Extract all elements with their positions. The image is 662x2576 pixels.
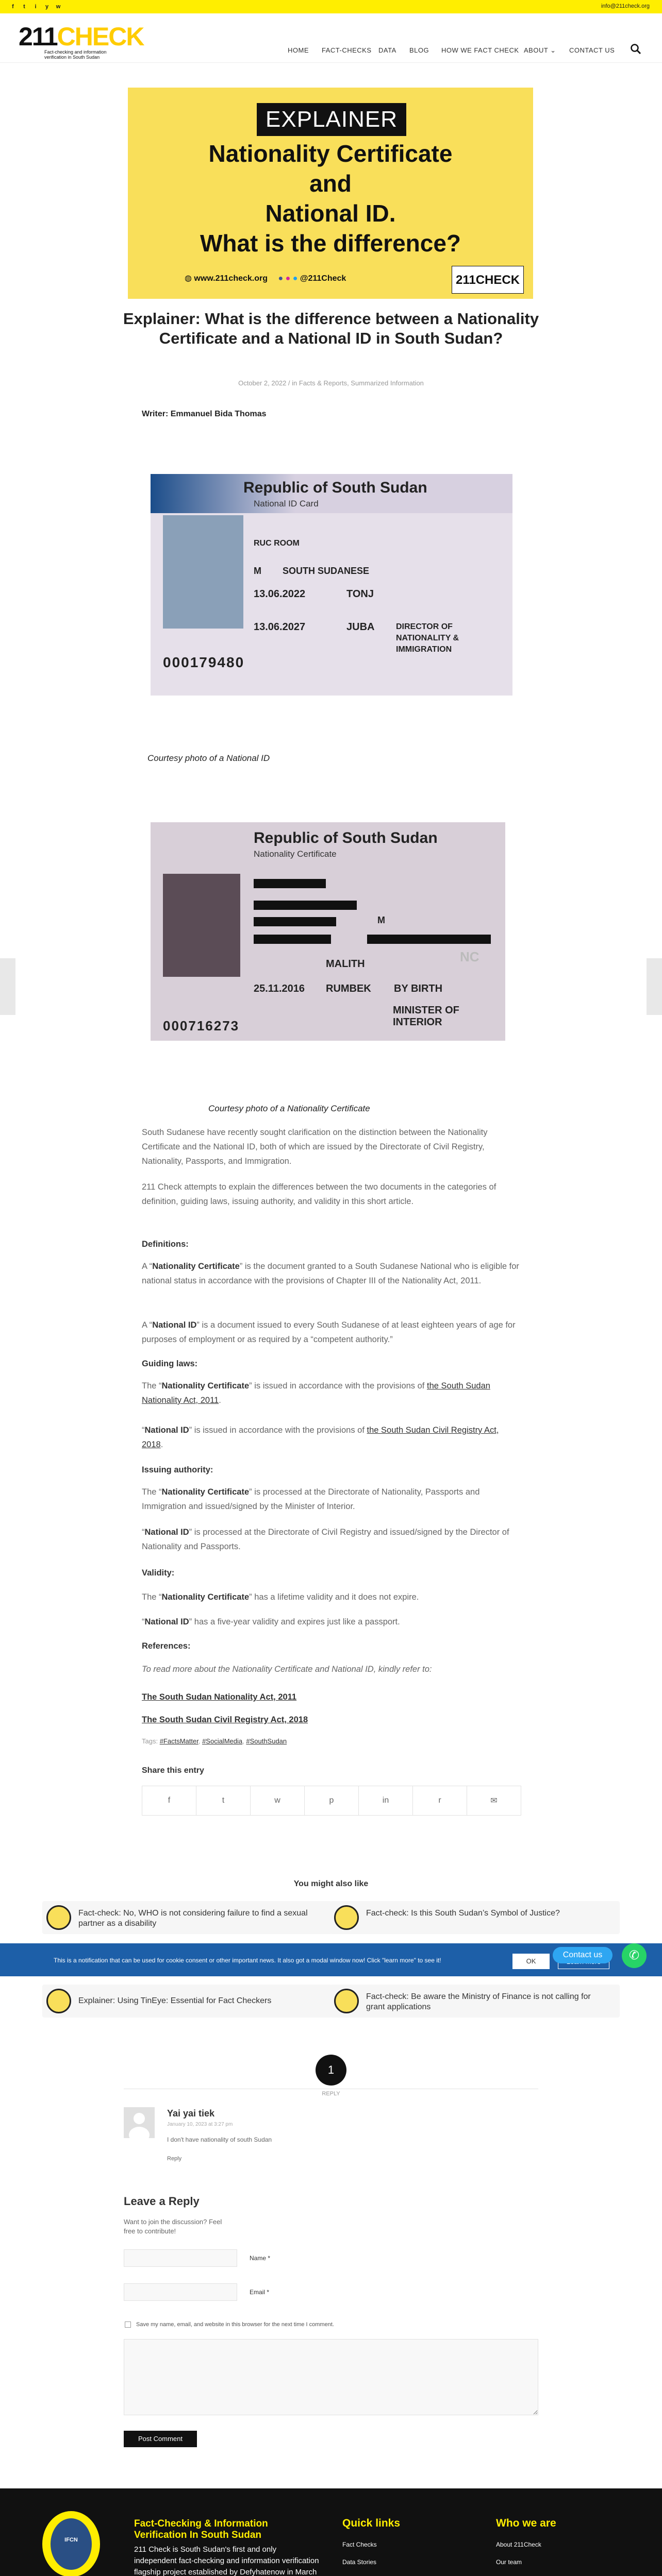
hero-line: and bbox=[309, 170, 352, 197]
tags: Tags: #FactsMatter, #SocialMedia, #SouthSudan bbox=[142, 1737, 287, 1745]
nationality-act-link[interactable]: the South Sudan Nationality Act, 2011 bbox=[142, 1381, 490, 1405]
nav-fact-checks[interactable]: FACT-CHECKS bbox=[322, 46, 372, 54]
id-subheader: National ID Card bbox=[254, 499, 319, 509]
comment-reply-link[interactable]: Reply bbox=[167, 2156, 182, 2162]
cert-header: Republic of South Sudan bbox=[254, 829, 438, 846]
reply-title: Leave a Reply bbox=[124, 2195, 200, 2208]
authority-paragraph: The “Nationality Certificate” is processed at the Directorate of Nationality, Passports and Immigration and issued/signed by the Minister of Interior. bbox=[142, 1487, 480, 1511]
related-title: You might also like bbox=[293, 1879, 369, 1888]
save-info-label: Save my name, email, and website in this browser for the next time I comment. bbox=[136, 2321, 334, 2328]
heading-issuing-authority: Issuing authority: bbox=[142, 1465, 213, 1475]
share-twitter-button[interactable]: t bbox=[196, 1786, 251, 1815]
nav-home[interactable]: HOME bbox=[288, 46, 309, 54]
nav-how-we-fact-check[interactable]: HOW WE FACT CHECK bbox=[441, 46, 519, 54]
globe-icon: ◍ bbox=[185, 274, 192, 283]
caption-national-id: Courtesy photo of a National ID bbox=[147, 753, 270, 763]
comment-author[interactable]: Yai yai tiek bbox=[167, 2108, 215, 2119]
share-linkedin-button[interactable]: in bbox=[359, 1786, 413, 1815]
redaction-bar bbox=[254, 935, 331, 944]
definition-paragraph: A “Nationality Certificate” is the document granted to a South Sudanese National who is eligible for national status in accordance with the provisions of Chapter III of the Nationality Act, 2011. bbox=[142, 1262, 519, 1285]
intro-paragraph: 211 Check attempts to explain the differences between the two documents in the categories of definition, guiding laws, issuing authority, and validity in this short article. bbox=[142, 1182, 496, 1206]
footer-about: 211 Check is South Sudan's first and only independent fact-checking and information verification flagship project established by Defyhatenow in March bbox=[134, 2545, 319, 2576]
tag-link[interactable]: #SocialMedia bbox=[202, 1737, 243, 1745]
topbar-email-link[interactable]: info@211check.org bbox=[601, 3, 650, 9]
id-number: 000179480 bbox=[163, 654, 245, 670]
intro-paragraph: South Sudanese have recently sought clarification on the distinction between the Nationality Certificate and the National ID, both of which are issued by the Directorate of Civil Registry, Nationality, Passports, and Immigration. bbox=[142, 1128, 488, 1166]
email-label: Email * bbox=[250, 2289, 270, 2296]
id-dob: 13.06.2022 bbox=[254, 588, 306, 600]
related-post[interactable] bbox=[42, 1901, 332, 1934]
site-header bbox=[0, 13, 662, 63]
hero-line: What is the difference? bbox=[200, 230, 461, 257]
cert-number: 000716273 bbox=[163, 1018, 240, 1033]
quick-link[interactable]: Data Stories bbox=[342, 2558, 377, 2566]
tag-link[interactable]: #FactsMatter bbox=[159, 1737, 198, 1745]
share-email-button[interactable]: ✉ bbox=[490, 1797, 498, 1805]
civil-registry-act-link[interactable]: the South Sudan Civil Registry Act, 2018 bbox=[142, 1426, 499, 1449]
definition-paragraph: A “National ID” is a document issued to every South Sudanese of at least eighteen years of age for purposes of employment or as required by a “competent authority.” bbox=[142, 1320, 516, 1344]
article-title: Explainer: What is the difference between a Nationality Certificate and a National ID in South Sudan? bbox=[123, 310, 539, 347]
related-post[interactable] bbox=[330, 1985, 620, 2018]
related-post-title: Explainer: Using TinEye: Essential for Fact Checkers bbox=[78, 1996, 272, 2005]
comment-count-label: REPLY bbox=[322, 2091, 340, 2097]
footer-title: Fact-Checking & Information Verification In South Sudan bbox=[134, 2518, 268, 2540]
site-footer bbox=[0, 2488, 662, 2576]
cert-sex: M bbox=[377, 915, 385, 925]
youtube-icon[interactable]: y bbox=[45, 4, 49, 10]
nav-data[interactable]: DATA bbox=[378, 46, 396, 54]
cert-subheader: Nationality Certificate bbox=[254, 849, 337, 859]
validity-paragraph: “National ID” has a five-year validity and expires just like a passport. bbox=[142, 1617, 400, 1626]
id-header: Republic of South Sudan bbox=[243, 479, 427, 496]
heading-guiding-laws: Guiding laws: bbox=[142, 1359, 198, 1368]
who-link[interactable]: About 211Check bbox=[496, 2541, 541, 2548]
search-icon[interactable] bbox=[630, 43, 641, 55]
cert-authority: MINISTER OF INTERIOR bbox=[393, 1005, 459, 1028]
nav-about[interactable]: ABOUT ⌄ bbox=[524, 46, 556, 54]
cert-place: MALITH bbox=[326, 958, 365, 970]
related-post-title: Fact-check: Is this South Sudan’s Symbol of Justice? bbox=[366, 1909, 560, 1918]
notice-ok-button[interactable]: OK bbox=[512, 1954, 550, 1969]
next-post-arrow[interactable] bbox=[647, 958, 662, 1015]
hero-line: National ID. bbox=[265, 200, 396, 227]
redaction-bar bbox=[254, 879, 326, 888]
hero-line: Nationality Certificate bbox=[208, 140, 453, 167]
authority-paragraph: “National ID” is processed at the Directorate of Civil Registry and issued/signed by the Director of Nationality and Passports. bbox=[142, 1528, 509, 1551]
comment-date[interactable]: January 10, 2023 at 3:27 pm bbox=[167, 2122, 233, 2127]
who-link[interactable]: Our team bbox=[496, 2558, 522, 2566]
related-thumbnail bbox=[334, 1905, 359, 1930]
top-bar bbox=[0, 0, 662, 13]
name-label: Name * bbox=[250, 2255, 271, 2262]
id-portrait bbox=[163, 515, 243, 629]
heading-validity: Validity: bbox=[142, 1568, 175, 1578]
logo-wordmark: 211CHECK bbox=[19, 22, 144, 51]
redaction-bar bbox=[367, 935, 491, 944]
reference-link-civil-registry-act[interactable]: The South Sudan Civil Registry Act, 2018 bbox=[142, 1715, 308, 1724]
ifcn-badge bbox=[42, 2511, 100, 2576]
id-sex: M bbox=[254, 566, 261, 576]
id-expiry: 13.06.2027 bbox=[254, 621, 306, 633]
reply-intro: Want to join the discussion? Feel free to contribute! bbox=[124, 2218, 222, 2235]
hero-badge: EXPLAINER bbox=[257, 103, 406, 136]
contact-us-button[interactable]: Contact us bbox=[553, 1947, 613, 1963]
share-title: Share this entry bbox=[142, 1766, 204, 1775]
cert-dob: 25.11.2016 bbox=[254, 983, 305, 994]
email-field[interactable] bbox=[124, 2283, 237, 2301]
facebook-icon[interactable]: f bbox=[12, 4, 14, 10]
site-logo[interactable] bbox=[19, 22, 144, 60]
related-post-title: Fact-check: No, WHO is not considering failure to find a sexual partner as a disability bbox=[78, 1909, 308, 1928]
notice-text: This is a notification that can be used for cookie consent or other important news. It also got a modal window now! Click "learn more" to see it! bbox=[54, 1957, 441, 1964]
id-name: RUC ROOM bbox=[254, 539, 300, 548]
cert-nc: NC bbox=[460, 949, 479, 964]
heading-definitions: Definitions: bbox=[142, 1240, 189, 1249]
avatar bbox=[124, 2107, 155, 2138]
quick-link[interactable]: Fact Checks bbox=[342, 2541, 377, 2548]
cert-pob: RUMBEK bbox=[326, 983, 371, 994]
heading-references: References: bbox=[142, 1641, 191, 1651]
national-id-photo bbox=[151, 474, 512, 696]
validity-paragraph: The “Nationality Certificate” has a lifetime validity and it does not expire. bbox=[142, 1592, 419, 1602]
facebook-icon: ● bbox=[278, 274, 284, 283]
share-whatsapp-button[interactable]: w bbox=[251, 1786, 305, 1815]
twitter-icon: ● bbox=[292, 274, 298, 283]
cert-portrait bbox=[163, 874, 240, 977]
related-post-title: Fact-check: Be aware the Ministry of Finance is not calling for grant applications bbox=[366, 1992, 591, 2011]
caption-nationality-certificate: Courtesy photo of a Nationality Certificate bbox=[208, 1104, 370, 1113]
related-post[interactable] bbox=[330, 1901, 620, 1934]
law-paragraph: The “Nationality Certificate” is issued in accordance with the provisions of the South Sudan Nationality Act, 2011. bbox=[142, 1381, 490, 1405]
prev-post-arrow[interactable] bbox=[0, 958, 15, 1015]
redaction-bar bbox=[254, 901, 357, 910]
id-pob: TONJ bbox=[346, 588, 374, 600]
article-writer: Writer: Emmanuel Bida Thomas bbox=[142, 410, 267, 418]
whatsapp-icon[interactable]: w bbox=[56, 4, 61, 10]
comment-textarea[interactable] bbox=[124, 2339, 538, 2415]
nav-contact-us[interactable]: CONTACT US bbox=[569, 46, 615, 54]
share-row bbox=[142, 1786, 521, 1816]
name-field[interactable] bbox=[124, 2249, 237, 2267]
id-place-issue: JUBA bbox=[346, 621, 375, 633]
related-post[interactable] bbox=[42, 1985, 332, 2018]
save-info-checkbox[interactable] bbox=[125, 2321, 131, 2328]
hero-logo: 211CHECK bbox=[452, 266, 524, 294]
references-intro: To read more about the Nationality Certificate and National ID, kindly refer to: bbox=[142, 1665, 432, 1674]
quick-links-title: Quick links bbox=[342, 2517, 401, 2529]
id-nationality: SOUTH SUDANESE bbox=[283, 566, 370, 576]
post-comment-button[interactable]: Post Comment bbox=[124, 2431, 197, 2447]
hero-footer: ◍ www.211check.org ● ● ● @211Check bbox=[185, 274, 346, 283]
nav-blog[interactable]: BLOG bbox=[409, 46, 429, 54]
who-we-are-title: Who we are bbox=[496, 2517, 556, 2529]
whatsapp-chat-icon[interactable]: ✆ bbox=[622, 1943, 647, 1968]
related-thumbnail bbox=[46, 1905, 71, 1930]
twitter-icon[interactable]: t bbox=[23, 4, 25, 10]
redaction-bar bbox=[254, 917, 336, 926]
id-authority: DIRECTOR OF NATIONALITY & IMMIGRATION bbox=[396, 622, 459, 654]
reference-link-nationality-act[interactable]: The South Sudan Nationality Act, 2011 bbox=[142, 1692, 297, 1702]
cert-type: BY BIRTH bbox=[394, 983, 443, 994]
article-meta: October 2, 2022 / in Facts & Reports, Summarized Information bbox=[238, 379, 424, 387]
law-paragraph: “National ID” is issued in accordance with the provisions of the South Sudan Civil Registry Act, 2018. bbox=[142, 1426, 499, 1449]
nationality-certificate-photo bbox=[151, 822, 505, 1041]
comment-text: I don't have nationality of south Sudan bbox=[167, 2136, 272, 2143]
hero-image bbox=[128, 88, 533, 299]
ifcn-badge-inner: IFCN bbox=[51, 2518, 92, 2570]
comment-count-badge: 1 bbox=[316, 2055, 346, 2086]
share-facebook-button[interactable]: f bbox=[142, 1786, 196, 1815]
instagram-icon[interactable]: i bbox=[35, 4, 37, 10]
tag-link[interactable]: #SouthSudan bbox=[246, 1737, 287, 1745]
instagram-icon: ● bbox=[285, 274, 291, 283]
share-pinterest-button[interactable]: p bbox=[305, 1786, 359, 1815]
related-thumbnail bbox=[334, 1989, 359, 2013]
share-reddit-button[interactable]: r bbox=[413, 1786, 467, 1815]
related-thumbnail bbox=[46, 1989, 71, 2013]
logo-tagline: Fact-checking and information verification in South Sudan bbox=[44, 49, 107, 60]
